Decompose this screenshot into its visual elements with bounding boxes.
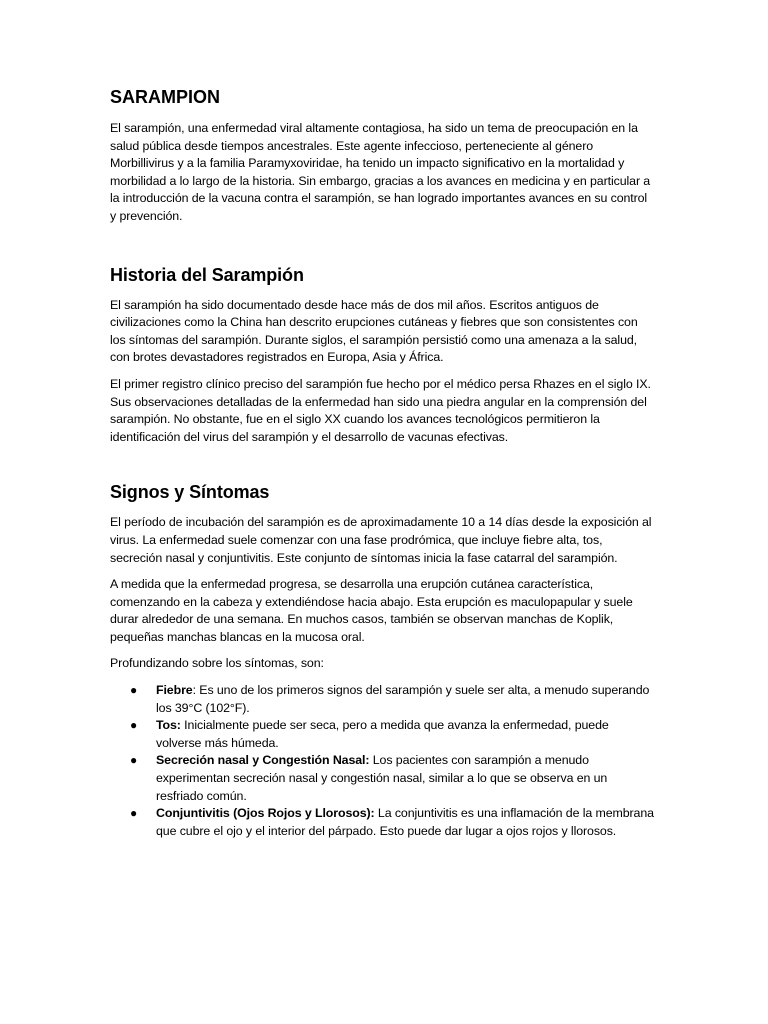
- bullet-icon: ●: [130, 683, 138, 698]
- list-item-text: La conjuntivitis es una inflamación de la membrana que cubre el ojo y el interior del párpado. Esto puede dar lugar a ojos rojos y llorosos.: [156, 806, 654, 838]
- history-paragraph-2: El primer registro clínico preciso del sarampión fue hecho por el médico persa Rhazes en el siglo IX. Sus observaciones detalladas de la enfermedad han sido una piedra angular en la comprensión del sarampión. No obstante, fue en el siglo XX cuando los avances tecnológicos permitieron la identificación del virus del sarampión y el desarrollo de vacunas efectivas.: [110, 376, 651, 444]
- list-item: [110, 752, 655, 805]
- symptoms-heading: Signos y Síntomas: [110, 482, 270, 503]
- list-item-text: Los pacientes con sarampión a menudo experimentan secreción nasal y congestión nasal, similar a lo que se observa en un resfriado común.: [156, 753, 608, 803]
- section-spacer: [110, 455, 655, 479]
- symptoms-paragraph-1: El período de incubación del sarampión es de aproximadamente 10 a 14 días desde la exposición al virus. La enfermedad suele comenzar con una fase prodrómica, que incluye fiebre alta, tos, secreción nasal y conjuntivitis. Este conjunto de síntomas inicia la fase catarral del sarampión.: [110, 515, 652, 565]
- list-item-text: Inicialmente puede ser seca, pero a medida que avanza la enfermedad, puede volverse más húmeda.: [156, 718, 609, 750]
- bullet-icon: ●: [130, 753, 138, 768]
- list-item: [110, 805, 655, 840]
- page-title: SARAMPION: [110, 87, 221, 107]
- document-page: [110, 84, 655, 840]
- bullet-icon: ●: [130, 806, 138, 821]
- list-item: [110, 717, 655, 752]
- symptoms-paragraph-3: Profundizando sobre los síntomas, son:: [110, 656, 324, 671]
- bullet-icon: ●: [130, 718, 138, 733]
- list-item: [110, 682, 655, 717]
- symptoms-paragraph-2: A medida que la enfermedad progresa, se desarrolla una erupción cutánea característica, comenzando en la cabeza y extendiéndose hacia abajo. Esta erupción es maculopapular y suele durar alrededor de una semana. En muchos casos, también se observan manchas de Koplik, pequeñas manchas blancas en la mucosa oral.: [110, 577, 633, 644]
- symptoms-list: [110, 682, 655, 840]
- section-spacer: [110, 235, 655, 262]
- intro-paragraph: El sarampión, una enfermedad viral altamente contagiosa, ha sido un tema de preocupación en la salud pública desde tiempos ancestrales. Este agente infeccioso, perteneciente al género Morbillivirus y a la familia Paramyxoviridae, ha tenido un impacto significativo en la mortalidad y morbilidad a lo largo de la historia. Sin embargo, gracias a los avances en medicina y en particular a la introducción de la vacuna contra el sarampión, se han logrado importantes avances en su control y prevención.: [110, 121, 651, 223]
- list-item-term: Conjuntivitis (Ojos Rojos y Llorosos):: [156, 806, 375, 821]
- list-item-term: Secreción nasal y Congestión Nasal:: [156, 753, 370, 768]
- history-paragraph-1: El sarampión ha sido documentado desde hace más de dos mil años. Escritos antiguos de civilizaciones como la China han descrito erupciones cutáneas y fiebres que son consistentes con los síntomas del sarampión. Durante siglos, el sarampión persistió como una amenaza a la salud, con brotes devastadores registrados en Europa, Asia y África.: [110, 297, 638, 365]
- list-item-term: Tos:: [156, 718, 181, 733]
- list-item-term: Fiebre: [156, 683, 193, 698]
- list-item-text: : Es uno de los primeros signos del sarampión y suele ser alta, a menudo superando los 39°C (102°F).: [156, 683, 650, 715]
- history-heading: Historia del Sarampión: [110, 264, 304, 285]
